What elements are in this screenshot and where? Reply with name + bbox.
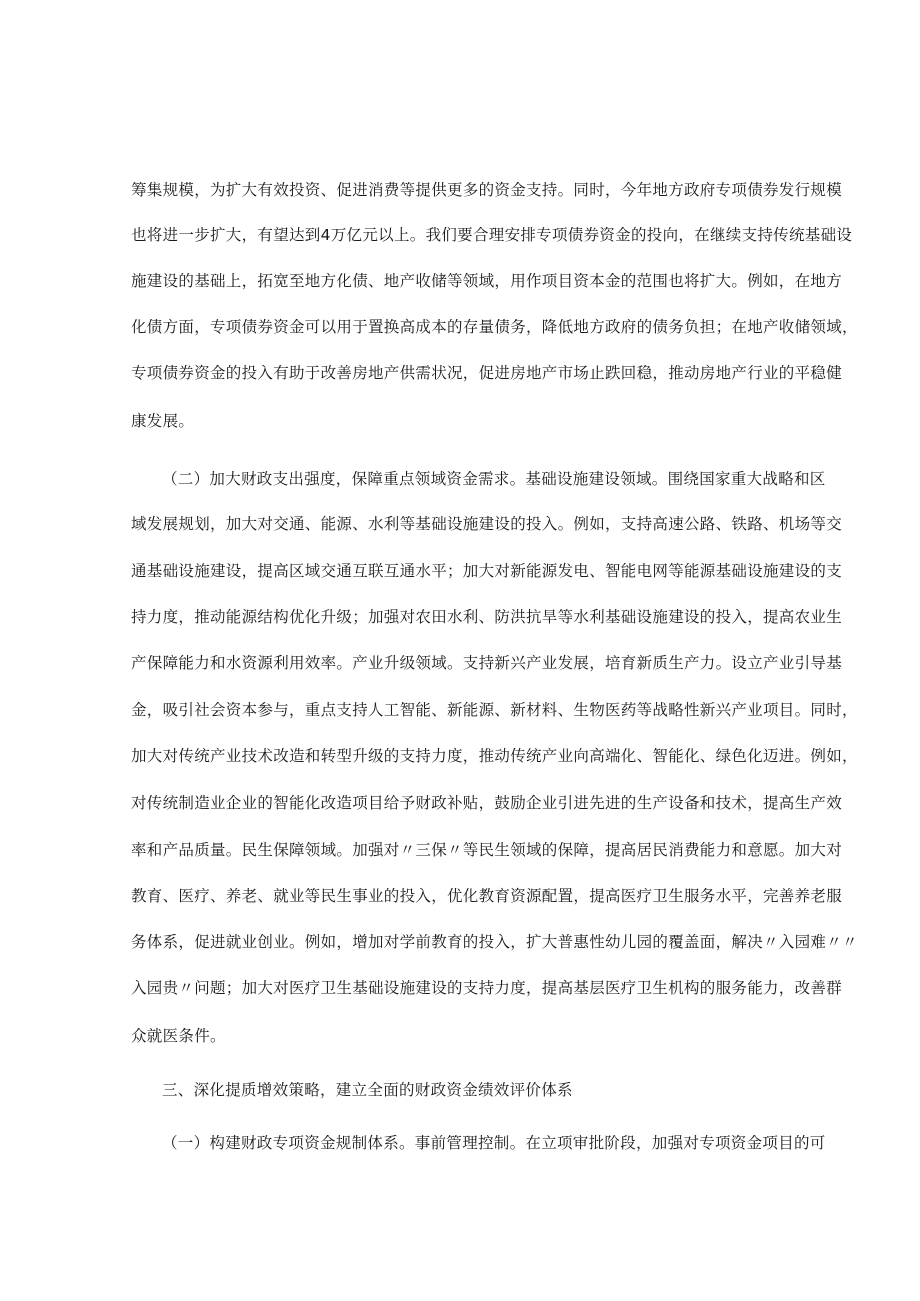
text-line-18: 入园贵〃问题；加大对医疗卫生基础设施建设的支持力度，提高基层医疗卫生机构的服务能力，改善群 — [131, 979, 843, 997]
text-line-5: 专项债券资金的投入有助于改善房地产供需状况，促进房地产市场止跌回稳，推动房地产行业的平稳健 — [131, 364, 843, 382]
text-line-8: 域发展规划，加大对交通、能源、水利等基础设施建设的投入。例如，支持高速公路、铁路、机场等交 — [131, 515, 843, 533]
text-line-6: 康发展。 — [131, 412, 195, 430]
text-line-4: 化债方面，专项债券资金可以用于置换高成本的存量债务，降低地方政府的债务负担；在地产收储领域， — [131, 318, 858, 336]
text-line-15: 率和产品质量。民生保障领域。加强对〃三保〃等民生领域的保障，提高居民消费能力和意愿。加大对 — [131, 841, 843, 859]
section-heading: 三、深化提质增效策略，建立全面的财政资金绩效评价体系 — [162, 1081, 573, 1099]
text-line-13: 加大对传统产业技术改造和转型升级的支持力度，推动传统产业向高端化、智能化、绿色化迈进。例如， — [131, 747, 858, 765]
text-line-16: 教育、医疗、养老、就业等民生事业的投入，优化教育资源配置，提高医疗卫生服务水平，完善养老服 — [131, 887, 843, 905]
text-line-1: 筹集规模，为扩大有效投资、促进消费等提供更多的资金支持。同时，今年地方政府专项债券发行规模 — [131, 181, 843, 199]
text-line-21: （一）构建财政专项资金规制体系。事前管理控制。在立项审批阶段，加强对专项资金项目的可 — [162, 1134, 826, 1152]
text-line-17: 务体系，促进就业创业。例如，增加对学前教育的投入，扩大普惠性幼儿园的覆盖面，解决〃入园难〃〃 — [131, 933, 858, 951]
text-line-10: 持力度，推动能源结构优化升级；加强对农田水利、防洪抗旱等水利基础设施建设的投入，提高农业生 — [131, 608, 843, 626]
text-line-14: 对传统制造业企业的智能化改造项目给予财政补贴，鼓励企业引进先进的生产设备和技术，提高生产效 — [131, 794, 843, 812]
text-line-12: 金，吸引社会资本参与，重点支持人工智能、新能源、新材料、生物医药等战略性新兴产业项目。同时， — [131, 701, 858, 719]
text-line-3: 施建设的基础上，拓宽至地方化债、地产收储等领域，用作项目资本金的范围也将扩大。例如，在地方 — [131, 272, 843, 290]
text-line-9: 通基础设施建设，提高区域交通互联互通水平；加大对新能源发电、智能电网等能源基础设施建设的支 — [131, 562, 843, 580]
text-line-7: （二）加大财政支出强度，保障重点领域资金需求。基础设施建设领域。围绕国家重大战略和区 — [162, 470, 826, 488]
text-line-19: 众就医条件。 — [131, 1027, 226, 1045]
text-line-11: 产保障能力和水资源利用效率。产业升级领域。支持新兴产业发展，培育新质生产力。设立产业引导基 — [131, 654, 843, 672]
text-line-2: 也将进一步扩大，有望达到4万亿元以上。我们要合理安排专项债券资金的投向，在继续支持传统基础设 — [131, 226, 853, 244]
